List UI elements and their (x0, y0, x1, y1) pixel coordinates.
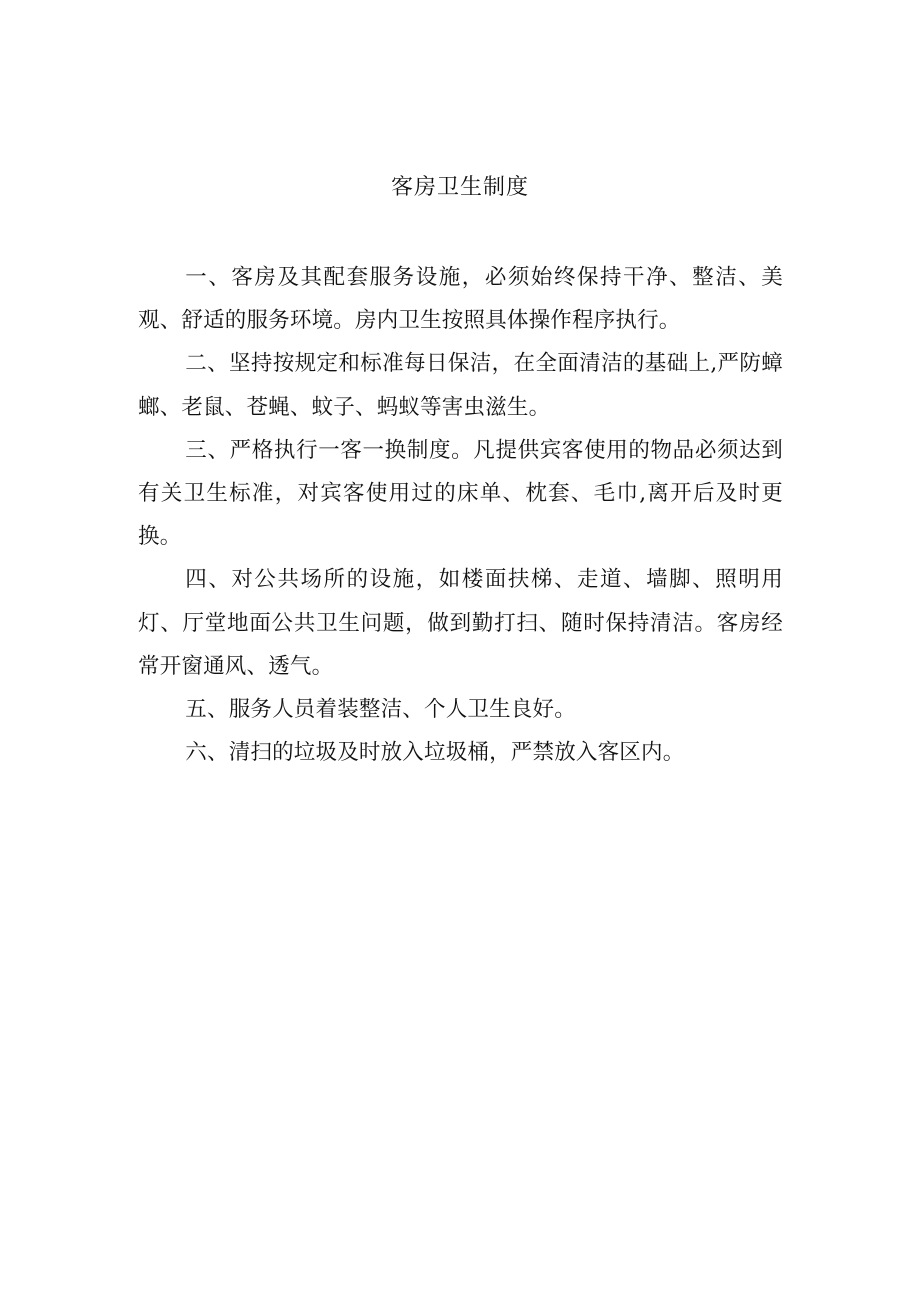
paragraph-2: 二、坚持按规定和标准每日保洁，在全面清洁的基础上,严防蟑螂、老鼠、苍蝇、蚊子、蚂蚁等害虫滋生。 (138, 351, 783, 420)
paragraph-3: 三、严格执行一客一换制度。凡提供宾客使用的物品必须达到有关卫生标准，对宾客使用过的床单、枕套、毛巾,离开后及时更换。 (138, 437, 783, 550)
paragraph-6: 六、清扫的垃圾及时放入垃圾桶，严禁放入客区内。 (185, 740, 685, 766)
document-body (138, 256, 783, 774)
paragraph-4: 四、对公共场所的设施，如楼面扶梯、走道、墙脚、照明用灯、厅堂地面公共卫生问题，做到勤打扫、随时保持清洁。客房经常开窗通风、透气。 (138, 567, 783, 679)
paragraph-5: 五、服务人员着装整洁、个人卫生良好。 (185, 697, 576, 723)
document-title: 客房卫生制度 (390, 175, 529, 200)
paragraph-1: 一、客房及其配套服务设施，必须始终保持干净、整洁、美观、舒适的服务环境。房内卫生按照具体操作程序执行。 (138, 265, 783, 334)
